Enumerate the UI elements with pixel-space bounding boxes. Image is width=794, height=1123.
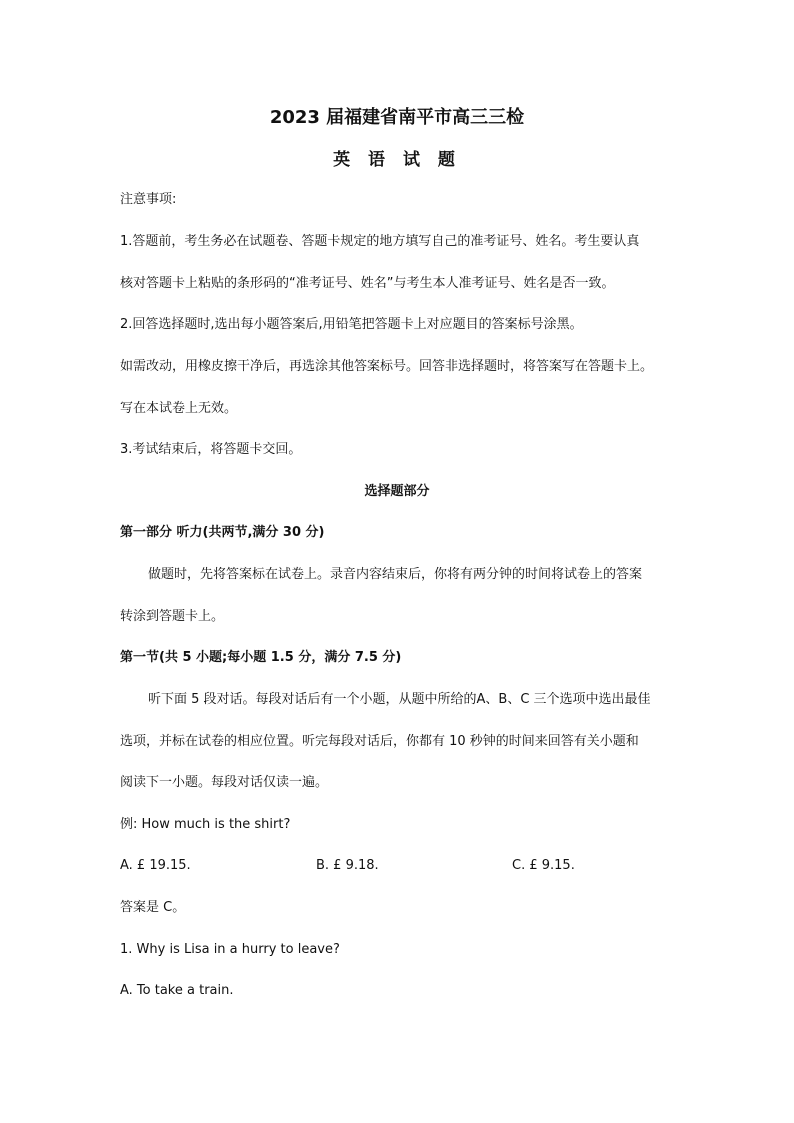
notes-item3: 3.考试结束后，将答题卡交回。	[120, 442, 302, 457]
example-option-a: A. £ 19.15.	[120, 858, 191, 873]
section1-heading: 第一节(共 5 小题;每小题 1.5 分，满分 7.5 分)	[120, 650, 402, 665]
question-1: 1. Why is Lisa in a hurry to leave?	[120, 942, 340, 957]
exam-title: 2023 届福建省南平市高三三检	[269, 107, 525, 128]
section1-instruction-line3: 阅读下一小题。每段对话仅读一遍。	[120, 775, 329, 790]
example-answer: 答案是 C。	[120, 900, 186, 915]
part1-instruction-line1: 做题时，先将答案标在试卷上。录音内容结束后，你将有两分钟的时间将试卷上的答案	[148, 567, 643, 582]
section-title: 选择题部分	[364, 484, 430, 499]
question-1-option-a: A. To take a train.	[120, 983, 234, 998]
notes-item2-line3: 写在本试卷上无效。	[120, 401, 238, 416]
example-question: 例: How much is the shirt?	[120, 817, 291, 832]
example-option-b: B. £ 9.18.	[316, 858, 379, 873]
part1-instruction-line2: 转涂到答题卡上。	[120, 609, 225, 624]
notes-item2-line1: 2.回答选择题时,选出每小题答案后,用铅笔把答题卡上对应题目的答案标号涂黑。	[120, 317, 583, 332]
example-option-c: C. £ 9.15.	[512, 858, 575, 873]
notes-heading: 注意事项:	[120, 192, 177, 207]
exam-subtitle: 英 语 试 题	[333, 150, 461, 170]
notes-item1-line2: 核对答题卡上粘贴的条形码的“准考证号、姓名”与考生本人准考证号、姓名是否一致。	[120, 276, 615, 291]
part1-heading: 第一部分 听力(共两节,满分 30 分)	[120, 525, 325, 540]
section1-instruction-line2: 选项，并标在试卷的相应位置。听完每段对话后，你都有 10 秒钟的时间来回答有关小题和	[120, 734, 639, 749]
notes-item1-line1: 1.答题前，考生务必在试题卷、答题卡规定的地方填写自己的准考证号、姓名。考生要认真	[120, 234, 640, 249]
section1-instruction-line1: 听下面 5 段对话。每段对话后有一个小题，从题中所给的A、B、C 三个选项中选出最佳	[148, 692, 651, 707]
notes-item2-line2: 如需改动，用橡皮擦干净后，再选涂其他答案标号。回答非选择题时，将答案写在答题卡上。	[120, 359, 654, 374]
